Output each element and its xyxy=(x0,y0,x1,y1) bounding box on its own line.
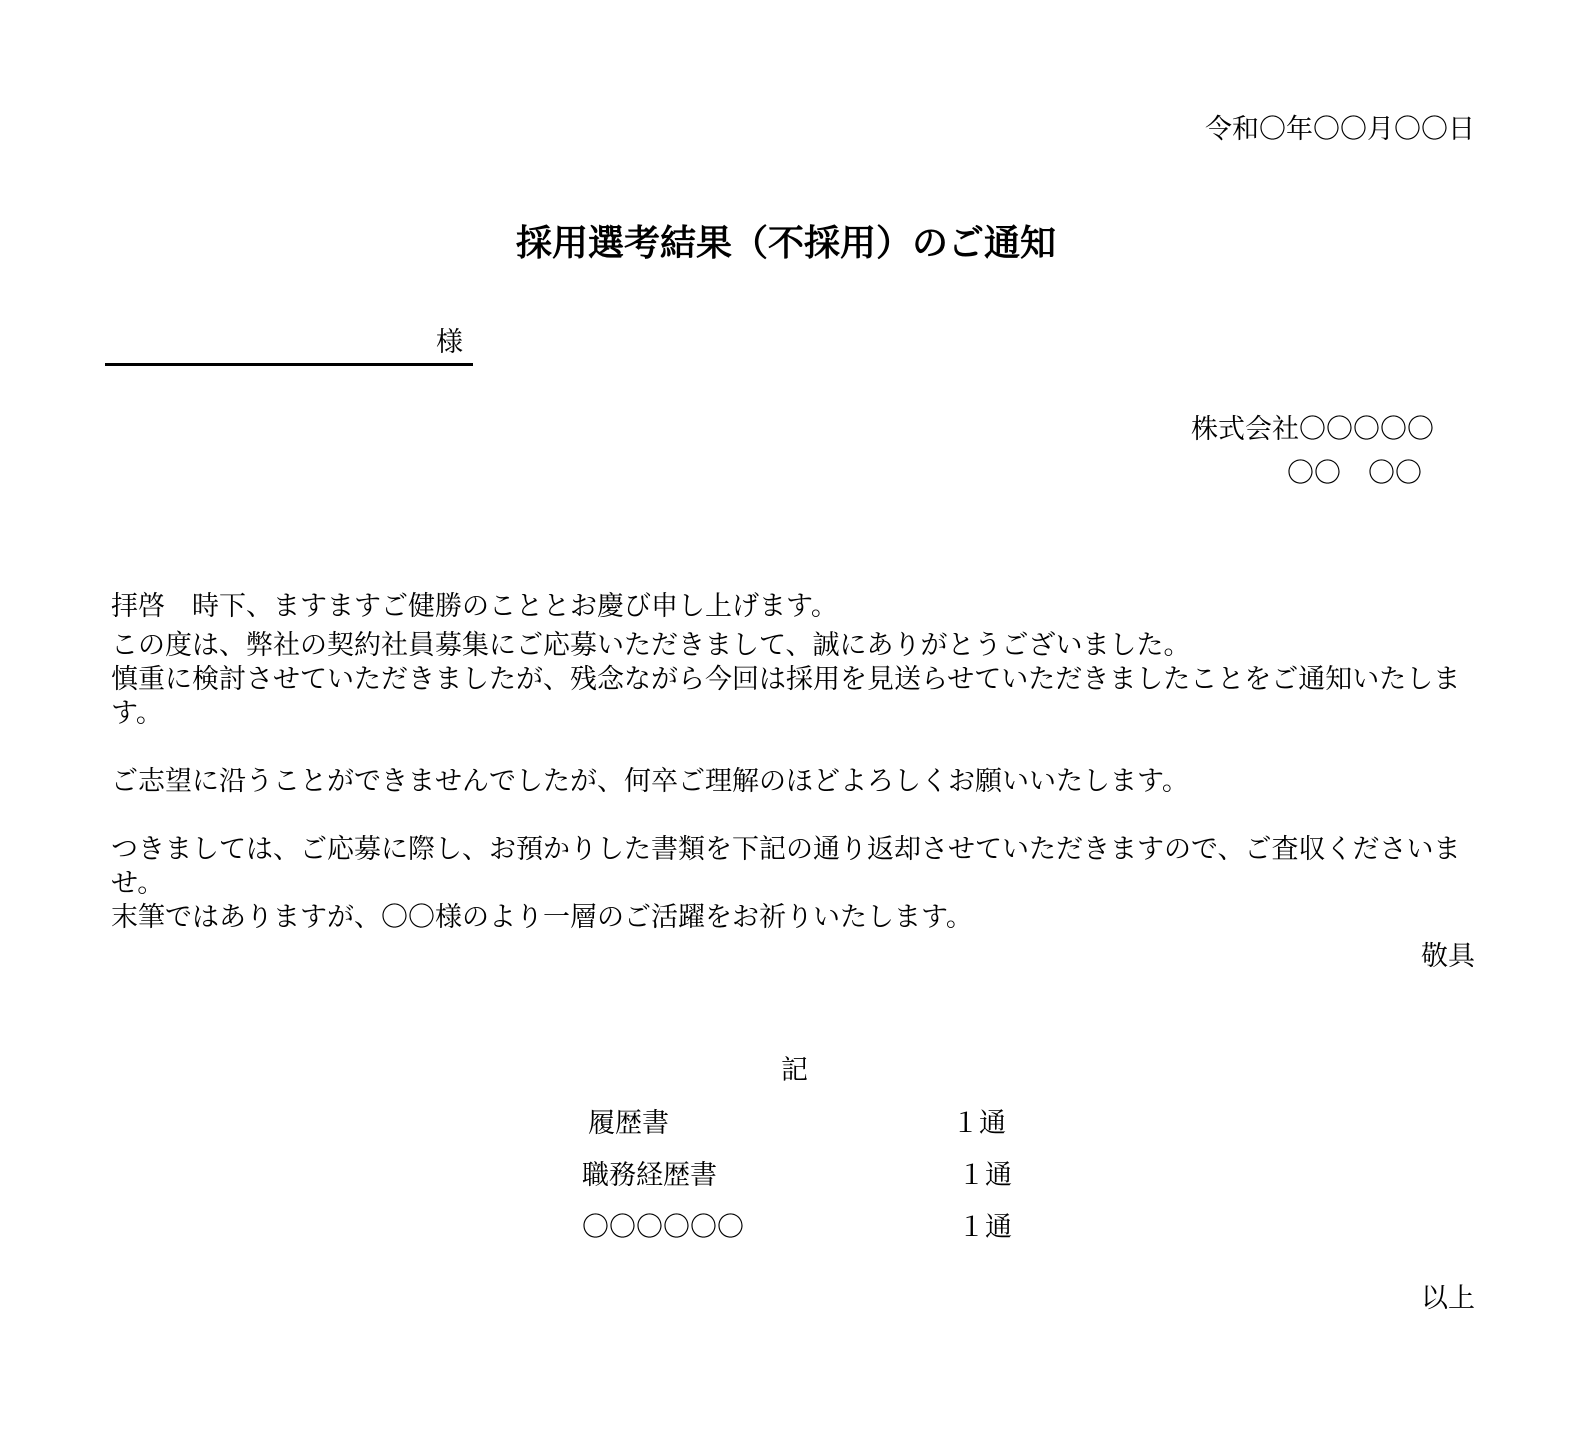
sender-name: 〇〇 〇〇 xyxy=(1287,458,1422,489)
recipient-honorific: 様 xyxy=(436,327,463,358)
letter-date: 令和〇年〇〇月〇〇日 xyxy=(1205,114,1475,145)
returned-item-quantity: １通 xyxy=(952,1108,1006,1139)
returned-item-name: 職務経歴書 xyxy=(582,1160,717,1191)
returned-item-quantity: １通 xyxy=(958,1160,1012,1191)
thanks-paragraph: この度は、弊社の契約社員募集にご応募いただきまして、誠にありがとうございました。 xyxy=(111,630,1191,661)
apology-paragraph: ご志望に沿うことができませんでしたが、何卒ご理解のほどよろしくお願いいたします。 xyxy=(111,766,1189,797)
record-heading: 記 xyxy=(781,1055,808,1086)
return-notice-paragraph: つきましては、ご応募に際し、お預かりした書類を下記の通り返却させていただきますので、ご査収くださいませ。 xyxy=(111,834,1461,899)
returned-item-name: 履歴書 xyxy=(588,1108,669,1139)
returned-item-quantity: １通 xyxy=(958,1212,1012,1243)
letter-title: 採用選考結果（不採用）のご通知 xyxy=(515,223,1056,264)
wishes-paragraph: 末筆ではありますが、〇〇様のより一層のご活躍をお祈りいたします。 xyxy=(111,902,973,933)
sender-company: 株式会社〇〇〇〇〇 xyxy=(1191,414,1434,445)
recipient-name-blank-line xyxy=(105,363,473,366)
greeting-paragraph: 拝啓 時下、ますますご健勝のこととお慶び申し上げます。 xyxy=(111,591,838,622)
closing-phrase: 敬具 xyxy=(1421,941,1475,972)
decision-paragraph: 慎重に検討させていただきましたが、残念ながら今回は採用を見送らせていただきましたことをご通知いたします。 xyxy=(111,664,1461,729)
end-mark: 以上 xyxy=(1421,1283,1475,1314)
returned-item-name: 〇〇〇〇〇〇 xyxy=(582,1212,744,1243)
